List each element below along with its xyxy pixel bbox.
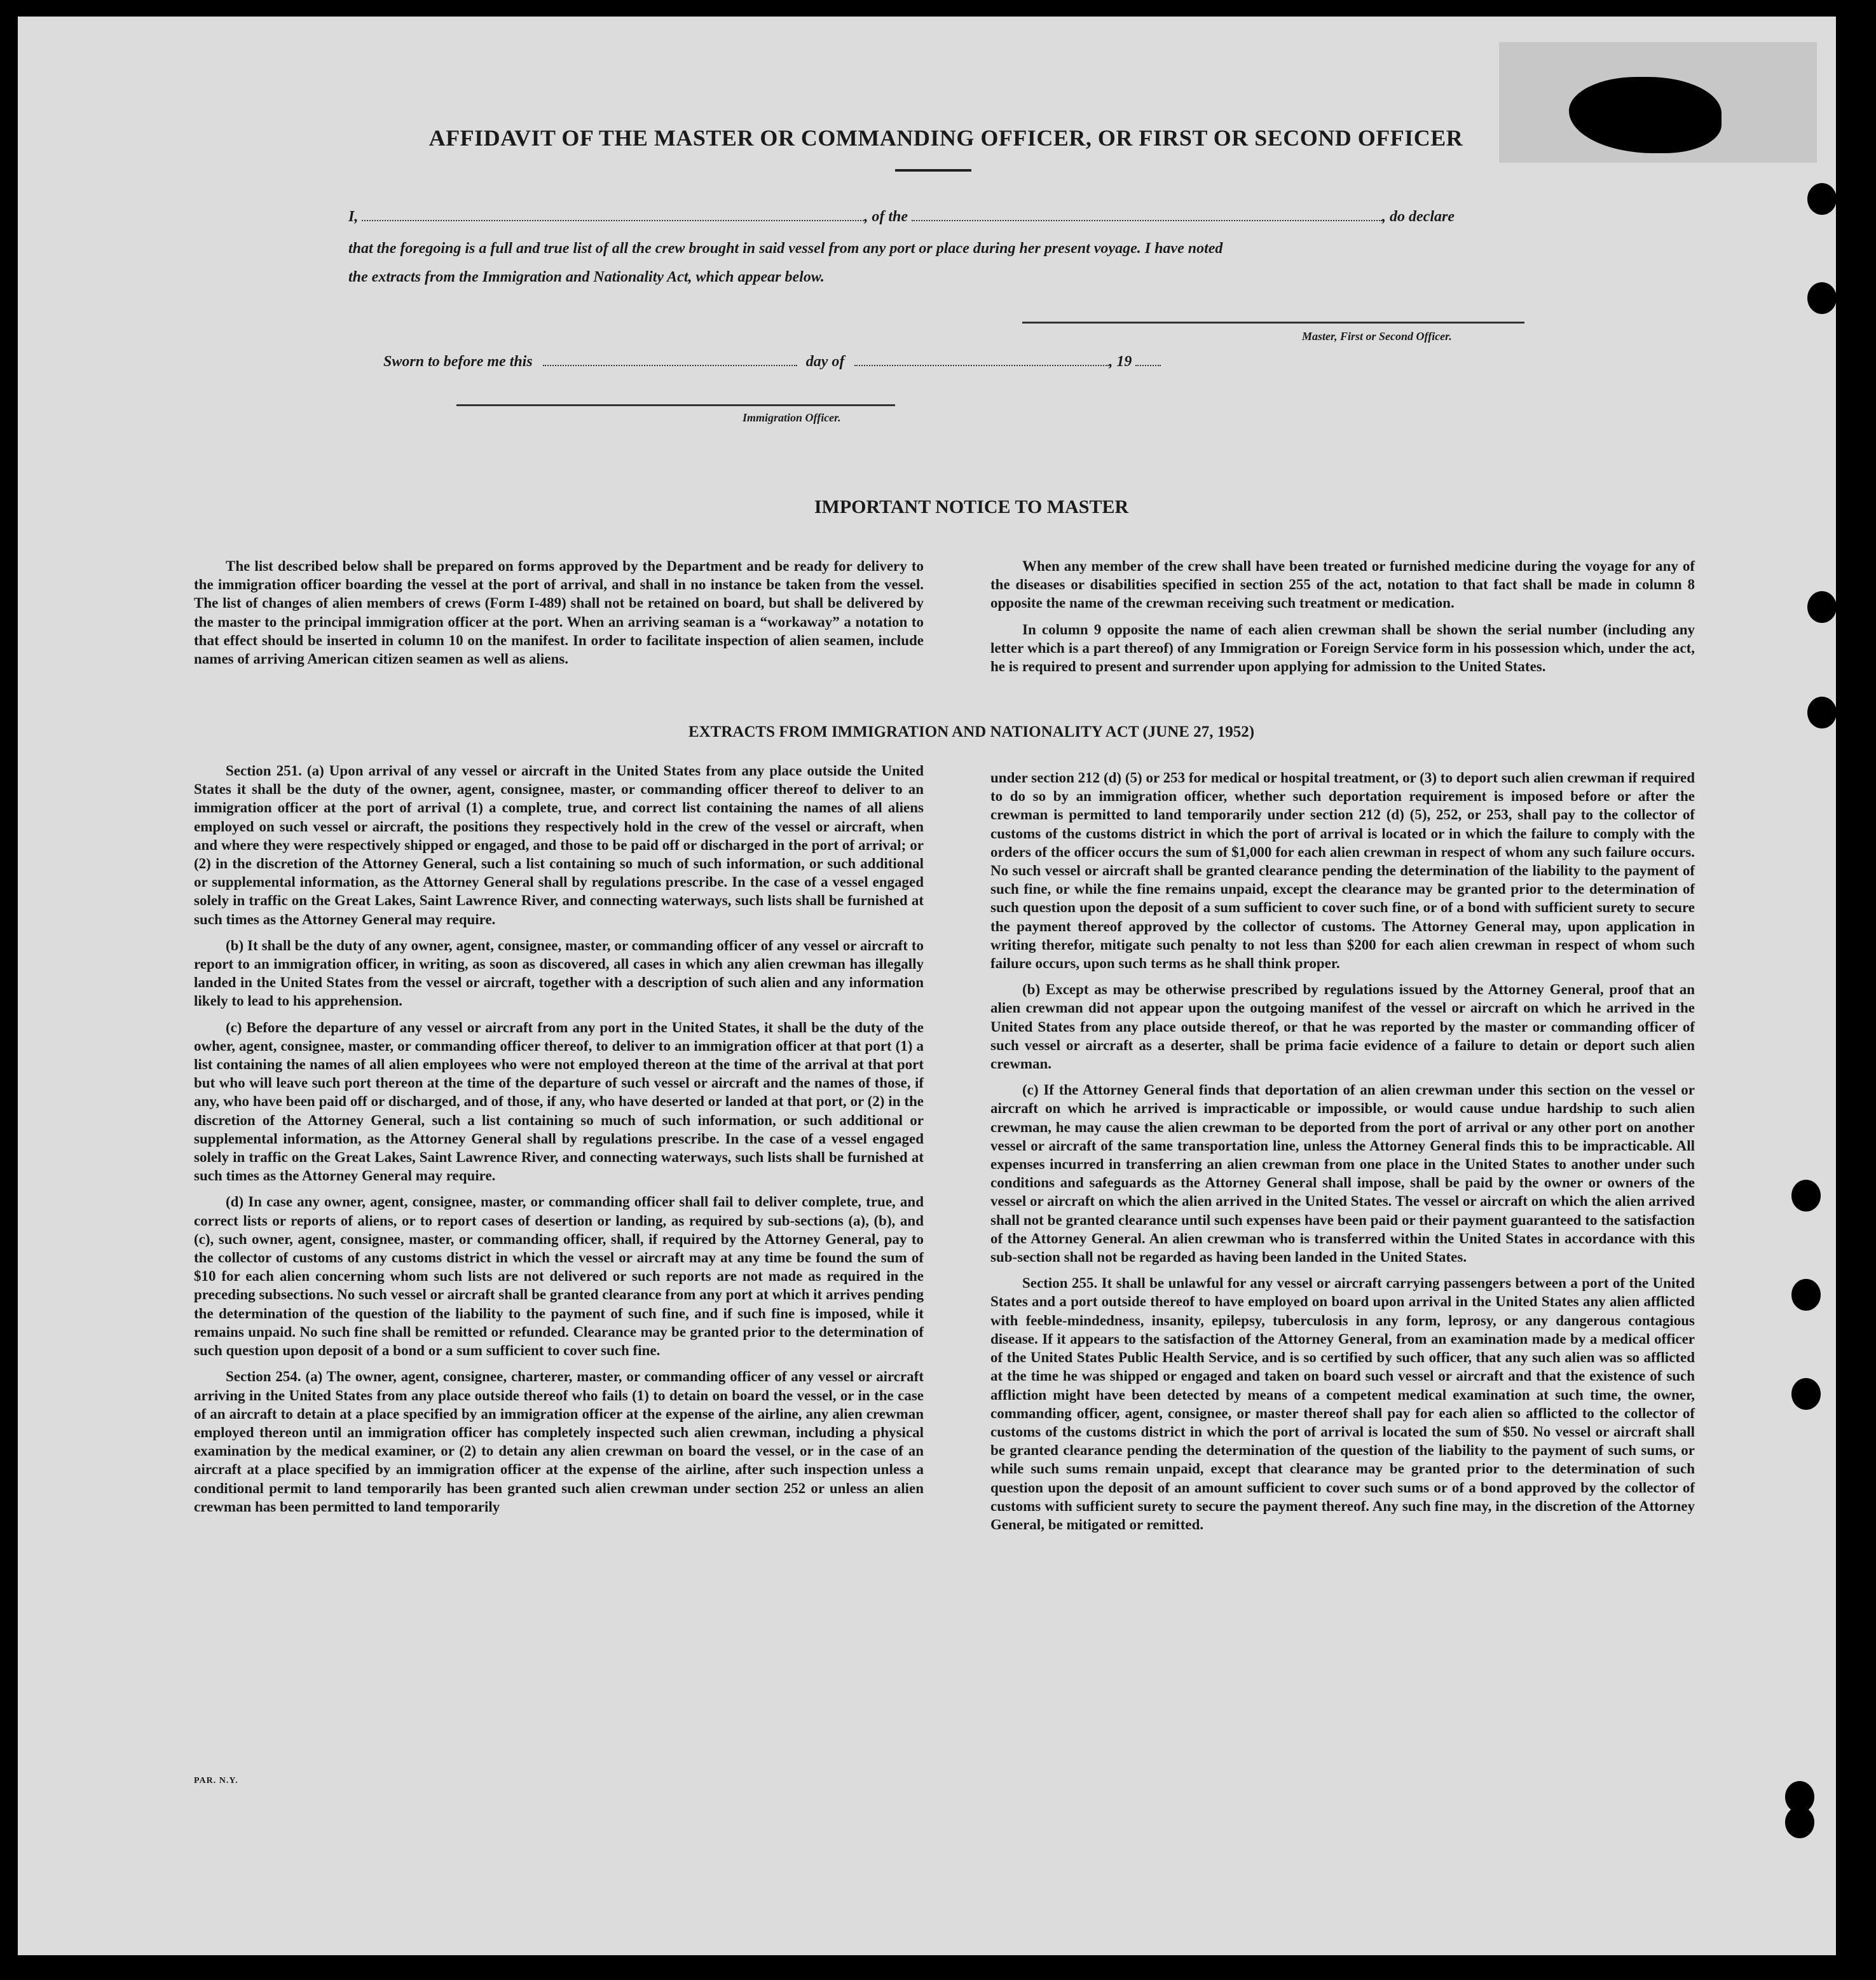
decl-i: I,: [348, 208, 359, 225]
act-left-column: [194, 761, 924, 1516]
notice-left-column: [194, 557, 924, 668]
notice-paragraph: In column 9 opposite the name of each alien crewman shall be shown the serial number (including any letter which is a part thereof) of any Immigration or Foreign Service form in his possession which, under the act, he is required to present and surrender upon applying for admission to the United States.: [990, 621, 1695, 675]
act-paragraph: Section 255. It shall be unlawful for any vessel or aircraft carrying passengers between a port of the United States and a port outside thereof to have employed on board upon arrival in the United States any alien afflicted with feeble-mindedness, insanity, epilepsy, tuberculosis in any form, leprosy, or any dangerous contagious disease. If it appears to the satisfaction of the Attorney General, from an examination made by a medical officer of the United States Public Health Service, and is so certified by such officer, that any such alien was so afflicted at the time he was shipped or engaged and taken on board such vessel or aircraft and that the existence of such affliction might have been detected by means of a competent medical examination at such time, the owner, commanding officer, agent, consignee, or master thereof shall pay for each alien so afflicted to the collector of customs of the customs district in which the port of arrival is located the sum of $50. No vessel or aircraft shall be granted clearance pending the determination of the question of the liability to the payment of such sums, or while such sums remain unpaid, except that clearance may be granted prior to the determination of such question upon the deposit of an amount sufficient to cover such sums or of a bond approved by the collector of customs with sufficient surety to secure the payment thereof. Any such fine may, in the discretion of the Attorney General, be mitigated or remitted.: [990, 1275, 1695, 1533]
immigration-officer-label: Immigration Officer.: [743, 411, 841, 424]
act-paragraph: under section 212 (d) (5) or 253 for medical or hospital treatment, or (3) to deport such alien crewman if required to do so by an immigration officer, whether such deportation requirement is imposed before or after the crewman is permitted to land temporarily under section 212 (d) (5), 252, or 253, shall pay to the collector of customs of the customs district in which the port of arrival is located or in which the failure to comply with the orders of the officer occurs the sum of $1,000 for each alien crewman in respect of whom any such failure occurs. No such vessel or aircraft shall be granted clearance pending the determination of the liability to the payment of such fine, or while the fine remains unpaid, except the clearance may be granted prior to the determination of such question upon the deposit of a sum sufficient to cover such fine, or of a bond with sufficient surety to secure the payment thereof approved by the collector of customs. The Attorney General may, upon application in writing therefor, mitigate such penalty to not less than $200 for each alien crewman in respect of whom such failure occurs, upon such terms as he shall think proper.: [990, 770, 1695, 972]
act-paragraph: Section 254. (a) The owner, agent, consignee, charterer, master, or commanding officer of any vessel or aircraft arriving in the United States from any place outside thereof who fails (1) to detain on board the vessel, or in the case of an aircraft to detain at a place specified by an immigration officer at the expense of the airline, any alien crewman employed thereon until an immigration officer has completely inspected such alien crewman, including a physical examination by the medical examiner, or (2) to detain any alien crewman on board the vessel, or in the case of an aircraft at a place specified by an immigration officer at the expense of the airline, after such inspection unless a conditional permit to land temporarily has been granted such alien crewman under section 252 or unless an alien crewman has been permitted to land temporarily: [194, 1369, 924, 1515]
punch-hole: [1807, 697, 1837, 728]
master-signature-label: Master, First or Second Officer.: [1302, 330, 1452, 343]
decl-of-the: , of the: [864, 208, 908, 225]
notice-paragraph: When any member of the crew shall have been treated or furnished medicine during the voyage for any of the diseases or disabilities specified in section 255 of the act, notation to that fact shall be made in column 8 opposite the name of the crewman receiving such treatment or medication.: [990, 558, 1695, 611]
act-paragraph: (d) In case any owner, agent, consignee, master, or commanding officer shall fail to deliver complete, true, and correct lists or reports of aliens, or to report cases of desertion or landing, as required by sub-sections (a), (b), and (c), such owner, agent, consignee, master, or commanding officer, shall, if required by the Attorney General, pay to the collector of customs of any customs district in which the vessel or aircraft may at any time be found the sum of $10 for each alien concerning whom such lists are not delivered or such reports are not made as required in the preceding subsections. No such vessel or aircraft shall be granted clearance from any port at which it arrives pending the determination of the question of the liability to the payment of such fine, and if such fine is imposed, while it remains unpaid. No such fine shall be remitted or refunded. Clearance may be granted prior to the determination of such question upon deposit of a bond or a sum sufficient to cover such fine.: [194, 1194, 924, 1359]
notice-paragraph: The list described below shall be prepared on forms approved by the Department and be ready for delivery to the immigration officer boarding the vessel at the port of arrival, and shall in no instance be taken from the vessel. The list of changes of alien members of crews (Form I-489) shall not be retained on board, but shall be delivered by the master to the principal immigration officer at the port. When an arriving seaman is a “workaway” a notation to that effect should be inserted in column 10 on the manifest. In order to facilitate inspection of alien seamen, include names of arriving American citizen seamen as well as aliens.: [194, 558, 924, 667]
vessel-blank[interactable]: [912, 219, 1382, 221]
year-blank[interactable]: [1135, 364, 1161, 366]
sworn-text: Sworn to before me this: [383, 353, 533, 370]
extracts-title: EXTRACTS FROM IMMIGRATION AND NATIONALITY ACT (JUNE 27, 1952): [688, 723, 1255, 741]
punch-hole: [1791, 1180, 1821, 1212]
sworn-month-blank[interactable]: [854, 364, 1109, 366]
punch-hole: [1807, 183, 1837, 215]
sworn-line: [383, 353, 1161, 371]
punch-hole: [1807, 591, 1837, 623]
punch-hole: [1785, 1806, 1814, 1838]
punch-hole: [1791, 1378, 1821, 1410]
affidavit-title: AFFIDAVIT OF THE MASTER OR COMMANDING OFFICER, OR FIRST OR SECOND OFFICER: [428, 125, 1463, 151]
document-page: [18, 17, 1836, 1955]
declaration-line-2: that the foregoing is a full and true list of all the crew brought in said vessel from any port or place during her present voyage. I have noted: [348, 240, 1223, 257]
act-paragraph: (c) Before the departure of any vessel or aircraft from any port in the United States, it shall be the duty of the owher, agent, consignee, master, or commanding officer thereof, to deliver to an immigration officer at that port (1) a list containing the names of all alien employees who were not employed thereon at the time of the arrival at that port but who will leave such port thereon at the time of the departure of such vessel or aircraft and the names of those, if any, who have been paid off or discharged, and of those, if any, who have deserted or landed at that port, or (2) in the discretion of the Attorney General, such a list containing so much of such information, or such additional or supplemental information, as the Attorney General shall by regulations prescribe. In the case of a vessel engaged solely in traffic on the Great Lakes, Saint Lawrence River, and connecting waterways, such lists shall be furnished at such times as the Attorney General may require.: [194, 1019, 924, 1184]
notice-title: IMPORTANT NOTICE TO MASTER: [814, 496, 1129, 517]
name-blank[interactable]: [362, 219, 864, 221]
punch-hole: [1791, 1279, 1821, 1311]
act-paragraph: (b) It shall be the duty of any owner, agent, consignee, master, or commanding officer of any vessel or aircraft to report to an immigration officer, in writing, as soon as discovered, all cases in which any alien crewman has illegally landed in the United States from the vessel or aircraft, together with a description of such alien and any information likely to lead to his apprehension.: [194, 937, 924, 1009]
master-signature-line[interactable]: [1022, 322, 1524, 324]
day-of-text: day of: [805, 353, 845, 370]
title-underline: [895, 169, 971, 172]
act-paragraph: (c) If the Attorney General finds that deportation of an alien crewman under this section on the vessel or aircraft on which he arrived is impracticable or impossible, or would cause undue hardship to such alien crewman, he may cause the alien crewman to be deported from the port of arrival or any other port on another vessel or aircraft of the same transportation line, unless the Attorney General finds this to be impracticable. All expenses incurred in transferring an alien crewman from one place in the United States to another under such conditions and safeguards as the Attorney General shall impose, shall be paid by the owner or owners of the vessel or aircraft on which the alien arrived in the United States. The vessel or aircraft on which the alien arrived shall not be granted clearance until such expenses have been paid or their payment guaranteed to the satisfaction of the Attorney General. An alien crewman who is transferred within the United States in accordance with this sub-section shall not be regarded as having been landed in the United States.: [990, 1082, 1695, 1266]
declaration-line: [348, 208, 1588, 226]
act-paragraph: (b) Except as may be otherwise prescribed by regulations issued by the Attorney General, proof that an alien crewman did not appear upon the outgoing manifest of the vessel or aircraft on which he arrived in the United States from any place outside thereof, or that he was reported by the master or commanding officer of such vessel or aircraft as a deserter, shall be prima facie evidence of a failure to detain or deport such alien crewman.: [990, 981, 1695, 1072]
decl-do-declare: , do declare: [1382, 208, 1455, 225]
declaration-line-3: the extracts from the Immigration and Nationality Act, which appear below.: [348, 269, 825, 285]
act-paragraph: Section 251. (a) Upon arrival of any vessel or aircraft in the United States from any place outside the United States it shall be the duty of the owner, agent, consignee, master, or commanding officer thereof to deliver to an immigration officer at the port of arrival (1) a complete, true, and correct list containing the names of all aliens employed on such vessel or aircraft, the positions they respectively hold in the crew of the vessel or aircraft, when and where they were respectively shipped or engaged, and those to be paid off or discharged in the port of arrival; or (2) in the discretion of the Attorney General, such a list containing so much of such information, or such additional or supplemental information, as the Attorney General shall by regulations prescribe. In the case of a vessel engaged solely in traffic on the Great Lakes, Saint Lawrence River, and connecting waterways, such lists shall be furnished at such times as the Attorney General may require.: [194, 763, 924, 927]
act-right-column: [990, 768, 1695, 1534]
sworn-day-blank[interactable]: [543, 364, 797, 366]
printer-code: PAR. N.Y.: [194, 1776, 238, 1785]
year-prefix: , 19: [1109, 353, 1132, 370]
immigration-officer-line[interactable]: [456, 404, 895, 406]
punch-hole: [1807, 282, 1837, 314]
notice-right-column: [990, 557, 1695, 676]
